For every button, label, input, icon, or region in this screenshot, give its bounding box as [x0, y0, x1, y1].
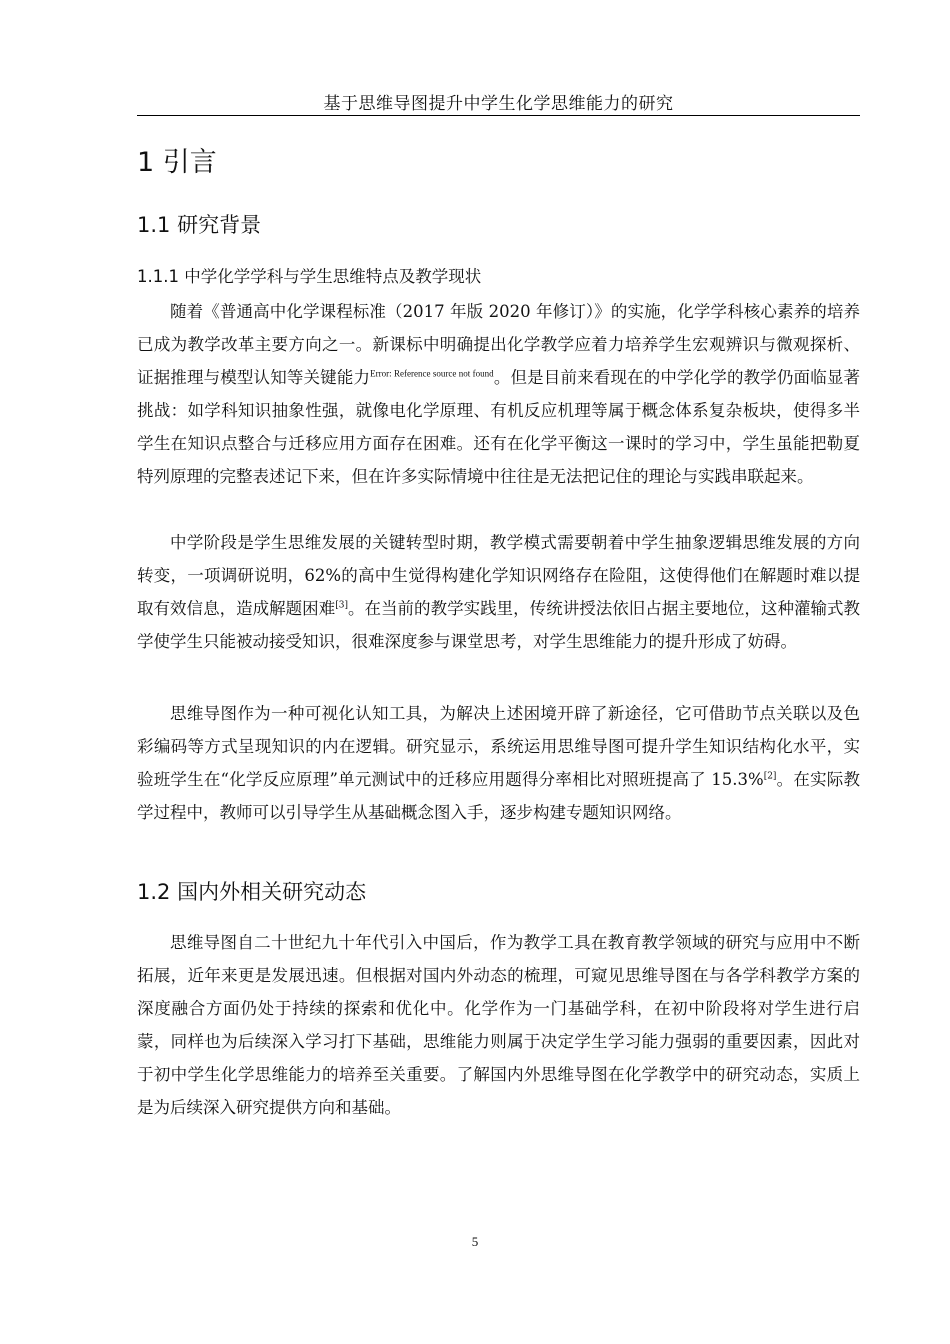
- citation-2: [2]: [763, 771, 777, 782]
- page-number: 5: [471, 1234, 479, 1249]
- paragraph-2: [137, 526, 860, 658]
- subsection-title-1-1-1: 1.1.1 中学化学学科与学生思维特点及教学现状: [137, 267, 482, 286]
- paragraph-4: 思维导图自二十世纪九十年代引入中国后，作为教学工具在教育教学领域的研究与应用中不断拓展，近年来更是发展迅速。但根据对国内外动态的梳理，可窥见思维导图在与各学科教学方案的深度融合方面仍处于持续的探索和优化中。化学作为一门基础学科，在初中阶段将对学生进行启蒙，同样也为后续深入学习打下基础，思维能力则属于决定学生学习能力强弱的重要因素，因此对于初中学生化学思维能力的培养至关重要。了解国内外思维导图在化学教学中的研究动态，实质上是为后续深入研究提供方向和基础。: [137, 933, 860, 1117]
- paragraph-1-text-a: 随着《普通高中化学课程标准（2017 年版 2020 年修订）》的实施，化学学科核心素养的培养已成为教学改革主要方向之一。新课标中明确提出化学教学应着力培养学生宏观辨识与微观探析、证据推理与模型认知等关键能力: [137, 302, 860, 387]
- citation-3: [3]: [335, 600, 348, 611]
- running-header: 基于思维导图提升中学生化学思维能力的研究: [323, 94, 674, 114]
- section-title-1-2: 1.2 国内外相关研究动态: [137, 880, 367, 904]
- paragraph-3: [137, 697, 860, 829]
- header-rule: [137, 115, 860, 116]
- paragraph-3-text-a: 思维导图作为一种可视化认知工具，为解决上述困境开辟了新途径，它可借助节点关联以及色彩编码等方式呈现知识的内在逻辑。研究显示，系统运用思维导图可提升学生知识结构化水平，实验班学生在“化学反应原理”单元测试中的迁移应用题得分率相比对照班提高了 15.3%: [137, 704, 860, 789]
- paragraph-3-text-b: 。在实际教学过程中，教师可以引导学生从基础概念图入手，逐步构建专题知识网络。: [137, 770, 860, 822]
- paragraph-1-text-b: 。但是目前来看现在的中学化学的教学仍面临显著挑战：如学科知识抽象性强，就像电化学原理、有机反应机理等属于概念体系复杂板块，使得多半学生在知识点整合与迁移应用方面存在困难。还有在化学平衡这一课时的学习中，学生虽能把勒夏特列原理的完整表述记下来，但在许多实际情境中往往是无法把记住的理论与实践串联起来。: [137, 368, 861, 486]
- paragraph-2-text-a: 中学阶段是学生思维发展的关键转型时期，教学模式需要朝着中学生抽象逻辑思维发展的方向转变，一项调研说明，62%的高中生觉得构建化学知识网络存在险阻，这使得他们在解题时难以提取有效信息，造成解题困难: [137, 533, 860, 618]
- paragraph-2-text-b: 。在当前的教学实践里，传统讲授法依旧占据主要地位，这种灌输式教学使学生只能被动接受知识，很难深度参与课堂思考，对学生思维能力的提升形成了妨碍。: [137, 599, 861, 651]
- citation-error: Error: Reference source not found: [370, 368, 494, 379]
- paragraph-1: [137, 295, 860, 493]
- section-title-1-1: 1.1 研究背景: [137, 213, 262, 237]
- chapter-title: 1 引言: [137, 147, 217, 178]
